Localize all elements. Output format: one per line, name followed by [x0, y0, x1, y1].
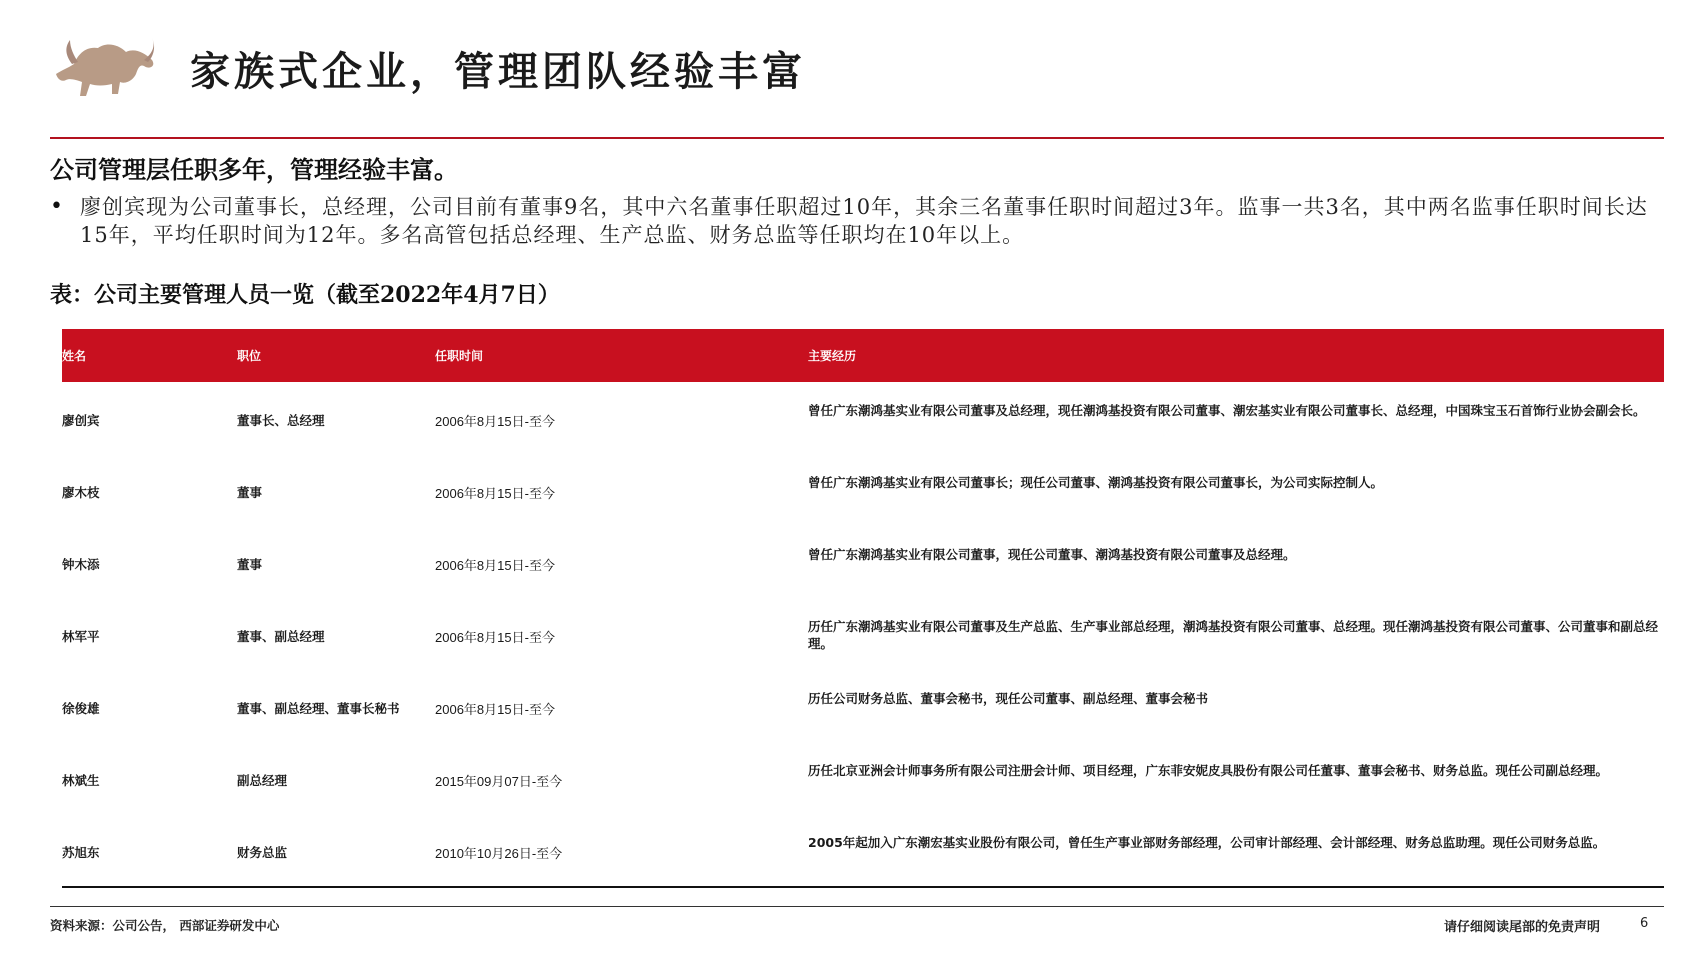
- management-table: [62, 329, 1664, 886]
- source-note: 资料来源：公司公告， 西部证券研发中心: [50, 918, 280, 933]
- table-row: [62, 454, 1664, 526]
- cell-position: 副总经理: [237, 773, 288, 788]
- cell-name: 廖创宾: [62, 413, 100, 428]
- cell-term: 2006年8月15日-至今: [435, 630, 555, 645]
- cell-position: 董事、副总经理: [237, 629, 325, 644]
- table-row: [62, 598, 1664, 670]
- section-subhead: 公司管理层任职多年，管理经验丰富。: [50, 155, 458, 184]
- header-position: 职位: [237, 349, 262, 363]
- cell-bio: 曾任广东潮鸿基实业有限公司董事长；现任公司董事、潮鸿基投资有限公司董事长，为公司实际控制人。: [808, 475, 1384, 490]
- cell-name: 林斌生: [62, 773, 100, 788]
- cell-term: 2006年8月15日-至今: [435, 558, 555, 573]
- cell-name: 廖木枝: [62, 485, 100, 500]
- cell-position: 董事: [237, 557, 263, 572]
- header-bio: 主要经历: [808, 349, 857, 363]
- cell-name: 苏旭东: [62, 845, 100, 860]
- cell-name: 林军平: [62, 629, 100, 644]
- header-name: 姓名: [62, 349, 87, 363]
- disclaimer-note: 请仔细阅读尾部的免责声明: [1443, 920, 1600, 935]
- cell-bio: 2005年起加入广东潮宏基实业股份有限公司，曾任生产事业部财务部经理，公司审计部经理、会计部经理、财务总监助理。现任公司财务总监。: [808, 835, 1606, 850]
- table-header-row: [62, 329, 1664, 382]
- page-title: 家族式企业，管理团队经验丰富: [190, 48, 806, 95]
- table-bottom-rule: [62, 886, 1664, 888]
- cell-name: 钟木添: [62, 557, 100, 572]
- cell-term: 2015年09月07日-至今: [435, 774, 563, 789]
- footer-divider: [50, 906, 1664, 907]
- cell-term: 2006年8月15日-至今: [435, 414, 555, 429]
- title-divider: [50, 137, 1664, 139]
- cell-term: 2010年10月26日-至今: [435, 846, 563, 861]
- cell-bio: 历任公司财务总监、董事会秘书，现任公司董事、副总经理、董事会秘书: [808, 691, 1209, 706]
- cell-bio: 曾任广东潮鸿基实业有限公司董事及总经理，现任潮鸿基投资有限公司董事、潮宏基实业有限公司董事长、总经理，中国珠宝玉石首饰行业协会副会长。: [808, 403, 1646, 418]
- table-row: [62, 814, 1664, 886]
- bullet-dot-icon: •: [50, 194, 63, 219]
- cell-position: 董事: [237, 485, 263, 500]
- table-row: [62, 670, 1664, 742]
- table-row: [62, 526, 1664, 598]
- cell-bio: 曾任广东潮鸿基实业有限公司董事，现任公司董事、潮鸿基投资有限公司董事及总经理。: [808, 547, 1296, 562]
- bullet-paragraph: [50, 193, 1670, 249]
- cell-position: 财务总监: [237, 845, 288, 860]
- table-row: [62, 742, 1664, 814]
- cell-bio: 历任广东潮鸿基实业有限公司董事及生产总监、生产事业部总经理，潮鸿基投资有限公司董事、总经理。现任潮鸿基投资有限公司董事、公司董事和副总经理。: [808, 619, 1659, 651]
- table-row: [62, 382, 1664, 454]
- cell-name: 徐俊雄: [62, 701, 100, 716]
- page-number: 6: [1640, 916, 1649, 931]
- header-term: 任职时间: [435, 349, 484, 363]
- bullet-text: 廖创宾现为公司董事长，总经理，公司目前有董事9名，其中六名董事任职超过10年，其余三名董事任职时间超过3年。监事一共3名，其中两名监事任职时间长达15年，平均任职时间为12年。多名高管包括总经理、生产总监、财务总监等任职均在10年以上。: [80, 195, 1648, 247]
- bull-logo-icon: [52, 34, 160, 100]
- table-caption: 表：公司主要管理人员一览（截至2022年4月7日）: [50, 282, 560, 308]
- cell-term: 2006年8月15日-至今: [435, 702, 555, 717]
- cell-term: 2006年8月15日-至今: [435, 486, 555, 501]
- cell-bio: 历任北京亚洲会计师事务所有限公司注册会计师、项目经理，广东菲安妮皮具股份有限公司任董事、董事会秘书、财务总监。现任公司副总经理。: [808, 763, 1609, 778]
- cell-position: 董事、副总经理、董事长秘书: [237, 701, 400, 716]
- cell-position: 董事长、总经理: [237, 413, 325, 428]
